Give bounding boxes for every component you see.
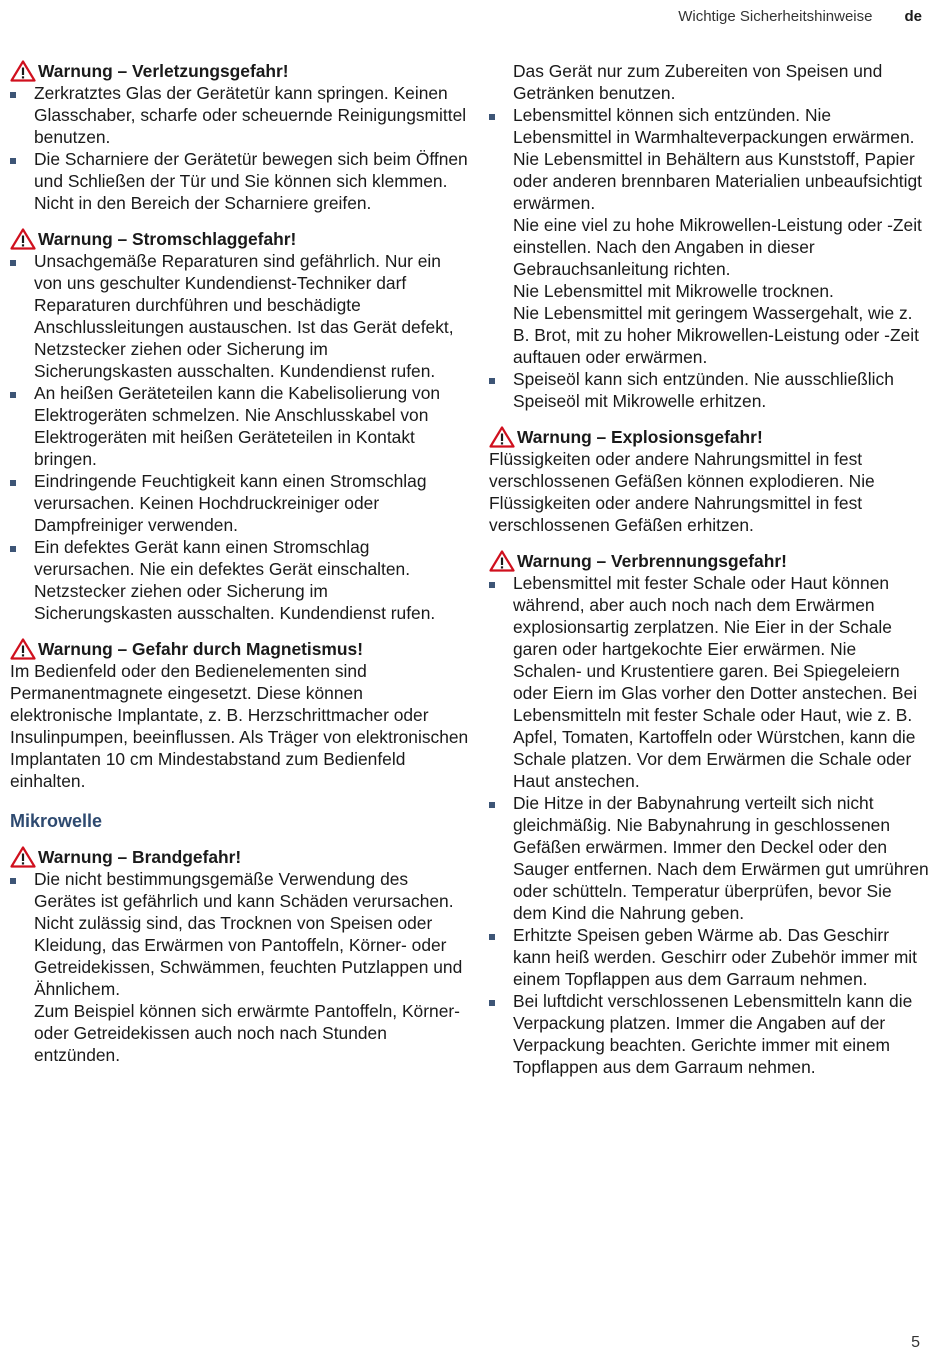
list-item: Zerkratztes Glas der Gerätetür kann springen. Keinen Glasschaber, scharfe oder scheuernde Reinigungsmittel benutzen. — [10, 82, 470, 148]
warning-triangle-icon — [10, 638, 36, 660]
warning-triangle-icon — [489, 550, 515, 572]
warning-triangle-icon — [10, 60, 36, 82]
warning-heading — [10, 846, 470, 868]
warning-triangle-icon — [489, 426, 515, 448]
list-item-continuation: Nie Lebensmittel mit Mikrowelle trocknen. — [513, 281, 834, 301]
list-item: Ein defektes Gerät kann einen Stromschlag verursachen. Nie ein defektes Gerät einschalten. Netzstecker ziehen oder Sicherung im Sicherungskasten ausschalten. Kundendienst rufen. — [10, 536, 470, 624]
warning-burn — [489, 550, 929, 1078]
warning-title: Warnung – Verletzungsgefahr! — [38, 61, 289, 81]
list-item-continuation: Nie Lebensmittel mit geringem Wassergehalt, wie z. B. Brot, mit zu hoher Mikrowellen-Leistung oder -Zeit auftauen oder erwärmen. — [513, 303, 919, 367]
list-item: Erhitzte Speisen geben Wärme ab. Das Geschirr kann heiß werden. Geschirr oder Zubehör immer mit einem Topflappen aus dem Garraum nehmen. — [489, 924, 929, 990]
language-code: de — [904, 8, 922, 25]
list-item-continuation: Zum Beispiel können sich erwärmte Pantoffeln, Körner- oder Getreidekissen auch noch nach Stunden entzünden. — [34, 1001, 460, 1065]
warning-fire-continued — [489, 60, 929, 412]
left-column — [10, 60, 470, 1080]
warning-fire — [10, 846, 470, 1066]
warning-magnetism — [10, 638, 470, 792]
warning-heading — [489, 550, 929, 572]
warning-explosion — [489, 426, 929, 536]
warning-triangle-icon — [10, 846, 36, 868]
warning-heading — [10, 228, 470, 250]
header-title: Wichtige Sicherheitshinweise — [678, 8, 873, 25]
list-item: Die Scharniere der Gerätetür bewegen sich beim Öffnen und Schließen der Tür und Sie können sich klemmen. Nicht in den Bereich der Scharniere greifen. — [10, 148, 470, 214]
list-item: An heißen Geräteteilen kann die Kabelisolierung von Elektrogeräten schmelzen. Nie Anschlusskabel von Elektrogeräten mit heißen Geräteteilen in Kontakt bringen. — [10, 382, 470, 470]
page-header — [678, 8, 922, 25]
warning-heading — [489, 426, 929, 448]
right-column — [489, 60, 929, 1092]
warning-title: Warnung – Stromschlaggefahr! — [38, 229, 297, 249]
list-item: Eindringende Feuchtigkeit kann einen Stromschlag verursachen. Keinen Hochdruckreiniger oder Dampfreiniger verwenden. — [10, 470, 470, 536]
paragraph: Im Bedienfeld oder den Bedienelementen sind Permanentmagnete eingesetzt. Diese können elektronische Implantate, z. B. Herzschrittmacher oder Insulinpumpen, beeinflussen. Als Träger von elektronischen Implantaten 10 cm Mindestabstand zum Bedienfeld einhalten. — [10, 661, 469, 791]
warning-injury — [10, 60, 470, 214]
list-item: Unsachgemäße Reparaturen sind gefährlich. Nur ein von uns geschulter Kundendienst-Techniker darf Reparaturen durchführen und beschädigte Anschlussleitungen austauschen. Ist das Gerät defekt, Netzstecker ziehen oder Sicherung im Sicherungskasten ausschalten. Kundendienst rufen. — [10, 250, 470, 382]
page-number: 5 — [911, 1334, 920, 1351]
warning-title: Warnung – Brandgefahr! — [38, 847, 242, 867]
warning-electric-shock — [10, 228, 470, 624]
warning-triangle-icon — [10, 228, 36, 250]
list-item: Speiseöl kann sich entzünden. Nie ausschließlich Speiseöl mit Mikrowelle erhitzen. — [489, 368, 929, 412]
list-item: Lebensmittel können sich entzünden. Nie Lebensmittel in Warmhalteverpackungen erwärmen. — [489, 104, 929, 148]
paragraph: Flüssigkeiten oder andere Nahrungsmittel in fest verschlossenen Gefäßen können explodieren. Nie Flüssigkeiten oder andere Nahrungsmittel in fest verschlossenen Gefäßen erhitzen. — [489, 449, 875, 535]
list-item: Lebensmittel mit fester Schale oder Haut können während, aber auch noch nach dem Erwärmen explosionsartig zerplatzen. Nie Eier in der Schale garen oder hartgekochte Eier erwärmen. Nie Schalen- und Krustentiere garen. Bei Spiegeleiern oder Eiern im Glas vorher den Dotter anstechen. Bei Lebensmitteln mit fester Schale oder Haut, wie z. B. Apfel, Tomaten, Kartoffeln oder Würstchen, kann die Schale platzen. Vor dem Erwärmen die Schale oder Haut anstechen. — [489, 572, 929, 792]
list-item: Die nicht bestimmungsgemäße Verwendung des Gerätes ist gefährlich und kann Schäden verursachen. — [10, 868, 470, 912]
warning-title: Warnung – Verbrennungsgefahr! — [517, 551, 787, 571]
warning-heading — [10, 638, 470, 660]
list-item: Die Hitze in der Babynahrung verteilt sich nicht gleichmäßig. Nie Babynahrung in geschlossenen Gefäßen erwärmen. Immer den Deckel oder den Sauger entfernen. Nach dem Erwärmen gut umrühren oder schütteln. Temperatur überprüfen, bevor Sie dem Kind die Nahrung geben. — [489, 792, 929, 924]
list-item: Bei luftdicht verschlossenen Lebensmitteln kann die Verpackung platzen. Immer die Angaben auf der Verpackung beachten. Gerichte immer mit einem Topflappen aus dem Garraum nehmen. — [489, 990, 929, 1078]
warning-title: Warnung – Explosionsgefahr! — [517, 427, 763, 447]
list-item-continuation: Nie Lebensmittel in Behältern aus Kunststoff, Papier oder anderen brennbaren Materialien unbeaufsichtigt erwärmen. — [513, 149, 922, 213]
list-item-continuation: Nie eine viel zu hohe Mikrowellen-Leistung oder -Zeit einstellen. Nach den Angaben in dieser Gebrauchsanleitung richten. — [513, 215, 922, 279]
warning-heading — [10, 60, 470, 82]
list-item-continuation: Nicht zulässig sind, das Trocknen von Speisen oder Kleidung, das Erwärmen von Pantoffeln, Körner- oder Getreidekissen, Schwämmen, feuchten Putzlappen und Ähnlichem. — [34, 913, 463, 999]
section-subheading: Mikrowelle — [10, 811, 103, 831]
list-item-continuation: Das Gerät nur zum Zubereiten von Speisen und Getränken benutzen. — [513, 61, 883, 103]
warning-title: Warnung – Gefahr durch Magnetismus! — [38, 639, 363, 659]
